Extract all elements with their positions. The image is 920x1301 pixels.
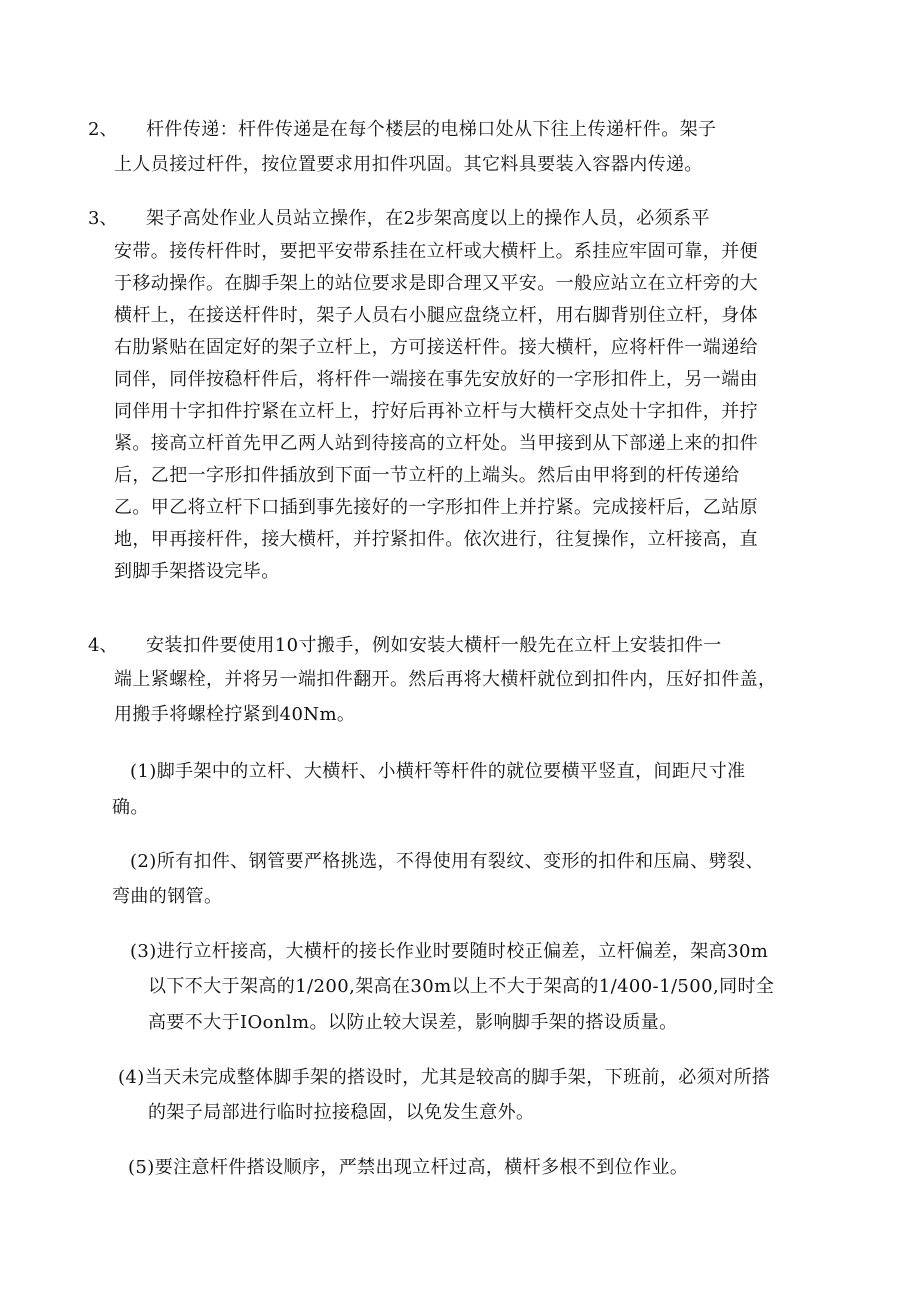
note-line: 以下不大于架高的1/200,架高在30m以上不大于架高的1/400-1/500,同时全 [148, 976, 775, 997]
item-line: 地，甲再接杆件，接大横杆，并拧紧扣件。依次进行，往复操作，立杆接高，直 [114, 529, 758, 550]
item-line: 同伴用十字扣件拧紧在立杆上，拧好后再补立杆与大横杆交点处十字扣件，并拧 [114, 401, 758, 422]
item-number: 4、 [88, 635, 118, 656]
item-line: 上人员接过杆件，按位置要求用扣件巩固。其它料具要装入容器内传递。 [114, 154, 703, 175]
item-line: 端上紧螺栓，并将另一端扣件翻开。然后再将大横杆就位到扣件内，压好扣件盖， [114, 669, 777, 690]
note-line: (5)要注意杆件搭设顺序，严禁出现立杆过高，横杆多根不到位作业。 [128, 1157, 689, 1178]
item-line: 后，乙把一字形扣件插放到下面一节立杆的上端头。然后由甲将到的杆传递给 [114, 465, 740, 486]
note-line: (4)当天未完成整体脚手架的搭设时，尤其是较高的脚手架，下班前，必须对所搭 [118, 1067, 771, 1088]
item-line: 于移动操作。在脚手架上的站位要求是即合理又平安。一般应站立在立杆旁的大 [114, 273, 758, 294]
item-line: 用搬手将螺栓拧紧到40Nm。 [114, 704, 356, 725]
note-line: 的架子局部进行临时拉接稳固，以免发生意外。 [148, 1102, 535, 1123]
item-line: 安装扣件要使用10寸搬手，例如安装大横杆一般先在立杆上安装扣件一 [146, 635, 722, 656]
item-number: 3、 [88, 208, 118, 229]
note-line: (3)进行立杆接高，大横杆的接长作业时要随时校正偏差，立杆偏差，架高30m [130, 941, 769, 962]
item-line: 同伴，同伴按稳杆件后，将杆件一端接在事先安放好的一字形扣件上，另一端由 [114, 369, 758, 390]
item-line: 到脚手架搭设完毕。 [114, 561, 280, 582]
note-line: (1)脚手架中的立杆、大横杆、小横杆等杆件的就位要横平竖直，间距尺寸准 [130, 761, 746, 782]
item-line: 紧。接高立杆首先甲乙两人站到待接高的立杆处。当甲接到从下部递上来的扣件 [114, 433, 758, 454]
note-line: 高要不大于IOonlm。以防止较大误差，影响脚手架的搭设质量。 [148, 1012, 678, 1033]
item-line: 右肋紧贴在固定好的架子立杆上，方可接送杆件。接大横杆，应将杆件一端递给 [114, 337, 758, 358]
note-line: 确。 [112, 797, 149, 818]
item-line: 乙。甲乙将立杆下口插到事先接好的一字形扣件上并拧紧。完成接杆后，乙站原 [114, 497, 758, 518]
item-line: 杆件传递：杆件传递是在每个楼层的电梯口处从下往上传递杆件。架子 [146, 119, 717, 140]
item-line: 安带。接传杆件时，要把平安带系挂在立杆或大横杆上。系挂应牢固可靠，并便 [114, 241, 758, 262]
note-line: 弯曲的钢管。 [112, 886, 223, 907]
item-line: 横杆上，在接送杆件时，架子人员右小腿应盘绕立杆，用右脚背别住立杆，身体 [114, 305, 758, 326]
item-number: 2、 [88, 119, 118, 140]
note-line: (2)所有扣件、钢管要严格挑选，不得使用有裂纹、变形的扣件和压扁、劈裂、 [130, 851, 764, 872]
item-line: 架子高处作业人员站立操作，在2步架高度以上的操作人员，必须系平 [146, 208, 710, 229]
